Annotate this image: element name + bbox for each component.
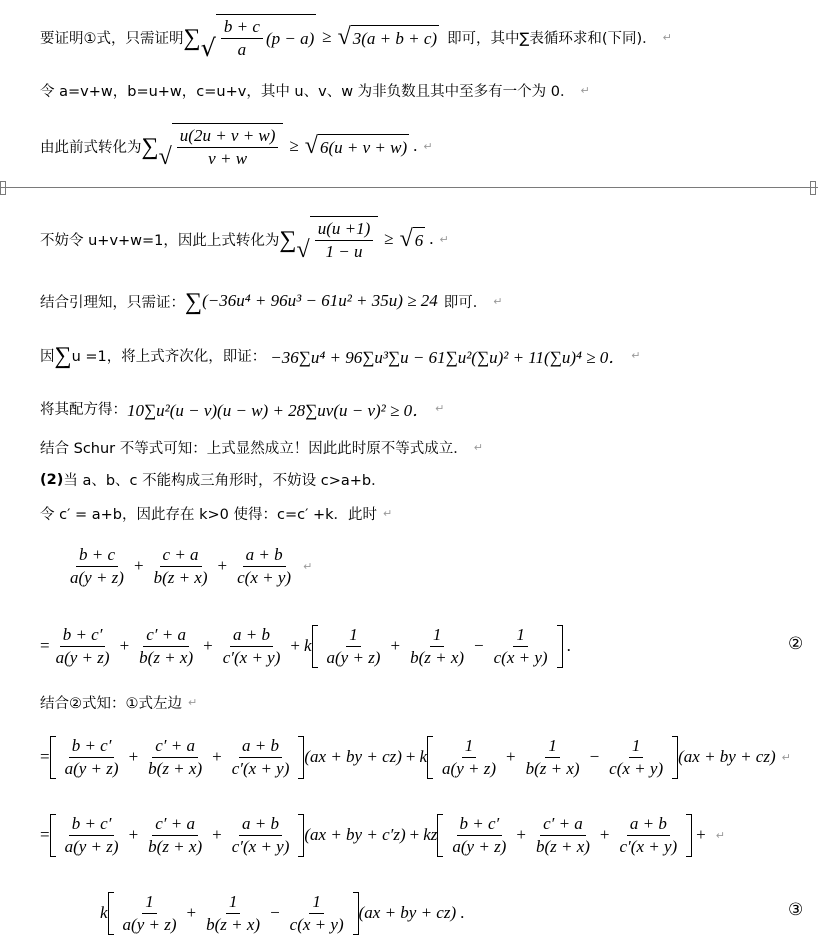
line-4: 不妨令 u+v+w=1，因此上式转化为 ∑ √ $\frac{u(u +1)}{1 - u}$ ≥ √ 6 . ↵ (40, 214, 449, 264)
line-3: 由此前式转化为 ∑ √ $\frac{u(2u + v + w)}{v + w}$ ≥ √ 6(u + v + w) . ↵ (40, 120, 433, 172)
divider-right-tick (810, 181, 816, 195)
sqrt-expression: √ $\frac{b + c}{a}$ (p − a) (201, 14, 317, 60)
divider-left-tick (0, 181, 6, 195)
sqrt-rhs: √ 3(a + b + c) (337, 24, 438, 50)
line-11: $\frac{b + c}{a(y + z)}$ + $\frac{c + a}{b(z + x)}$ + $\frac{a + b}{c(x + y)}$ ↵ (70, 544, 313, 587)
page-divider (0, 187, 818, 188)
line-6: 因 ∑ u =1，将上式齐次化，即证： −36∑u⁴ + 96∑u³∑u − 61∑u²(∑u)² + 11(∑u)⁴ ≥ 0． ↵ (40, 343, 641, 369)
sum-symbol: ∑ (183, 25, 201, 51)
equation-tag-3: ③ (788, 900, 804, 920)
line-15: = $\frac{b + c'}{a(y + z)}$ + $\frac{c' + a}{b(z + x)}$ + $\frac{a + b}{c'(x + y)}$ (ax + by + c′z) + kz $\frac{b + c'}{a(y + z)}$ + $\frac{c' + a}{b(z + x)}$ + $\frac{a + b}{c'(x + y)}$ + ↵ (40, 813, 725, 856)
line-12: = $\frac{b + c'}{a(y + z)}$ + $\frac{c' + a}{b(z + x)}$ + $\frac{a + b}{c'(x + y)}$ + k $\frac{1}{a(y + z)}$ + $\frac{1}{b(z + x)}$ − $\frac{1}{c(x + y)}$ . (40, 624, 571, 667)
line-8: 结合 Schur 不等式可知：上式显然成立！因此此时原不等式成立． ↵ (40, 441, 483, 457)
line-9: (2) 当 a、b、c 不能构成三角形时，不妨设 c>a+b． (40, 471, 386, 489)
line-13: 结合②式知：①式左边 ↵ (40, 696, 198, 712)
line-1-text: 要证明①式，只需证明 (40, 30, 184, 47)
line-14: = $\frac{b + c'}{a(y + z)}$ + $\frac{c' + a}{b(z + x)}$ + $\frac{a + b}{c'(x + y)}$ (ax + by + cz) + k $\frac{1}{a(y + z)}$ + $\frac{1}{b(z + x)}$ − $\frac{1}{c(x + y)}$ (ax + by + cz) ↵ (40, 735, 791, 778)
equation-tag-2: ② (788, 634, 804, 654)
line-1: 要证明①式，只需证明 ∑ √ $\frac{b + c}{a}$ (p − a) ≥ √ 3(a + b + c) 即可，其中∑表循环求和(下同)． ↵ (40, 14, 672, 60)
line-7: 将其配方得： 10∑u²(u − v)(u − w) + 28∑uv(u − v)² ≥ 0． ↵ (40, 400, 445, 420)
line-5: 结合引理知，只需证： ∑ (−36u⁴ + 96u³ − 61u² + 35u) ≥ 24 即可． ↵ (40, 289, 503, 315)
line-16: k $\frac{1}{a(y + z)}$ + $\frac{1}{b(z + x)}$ − $\frac{1}{c(x + y)}$ (ax + by + cz) . (100, 891, 465, 934)
line-10: 令 c′ = a+b，因此存在 k>0 使得：c=c′ +k．此时 ↵ (40, 507, 393, 523)
line-2: 令 a=v+w，b=u+w，c=u+v，其中 u、v、w 为非负数且其中至多有一个为 0． ↵ (40, 84, 590, 100)
